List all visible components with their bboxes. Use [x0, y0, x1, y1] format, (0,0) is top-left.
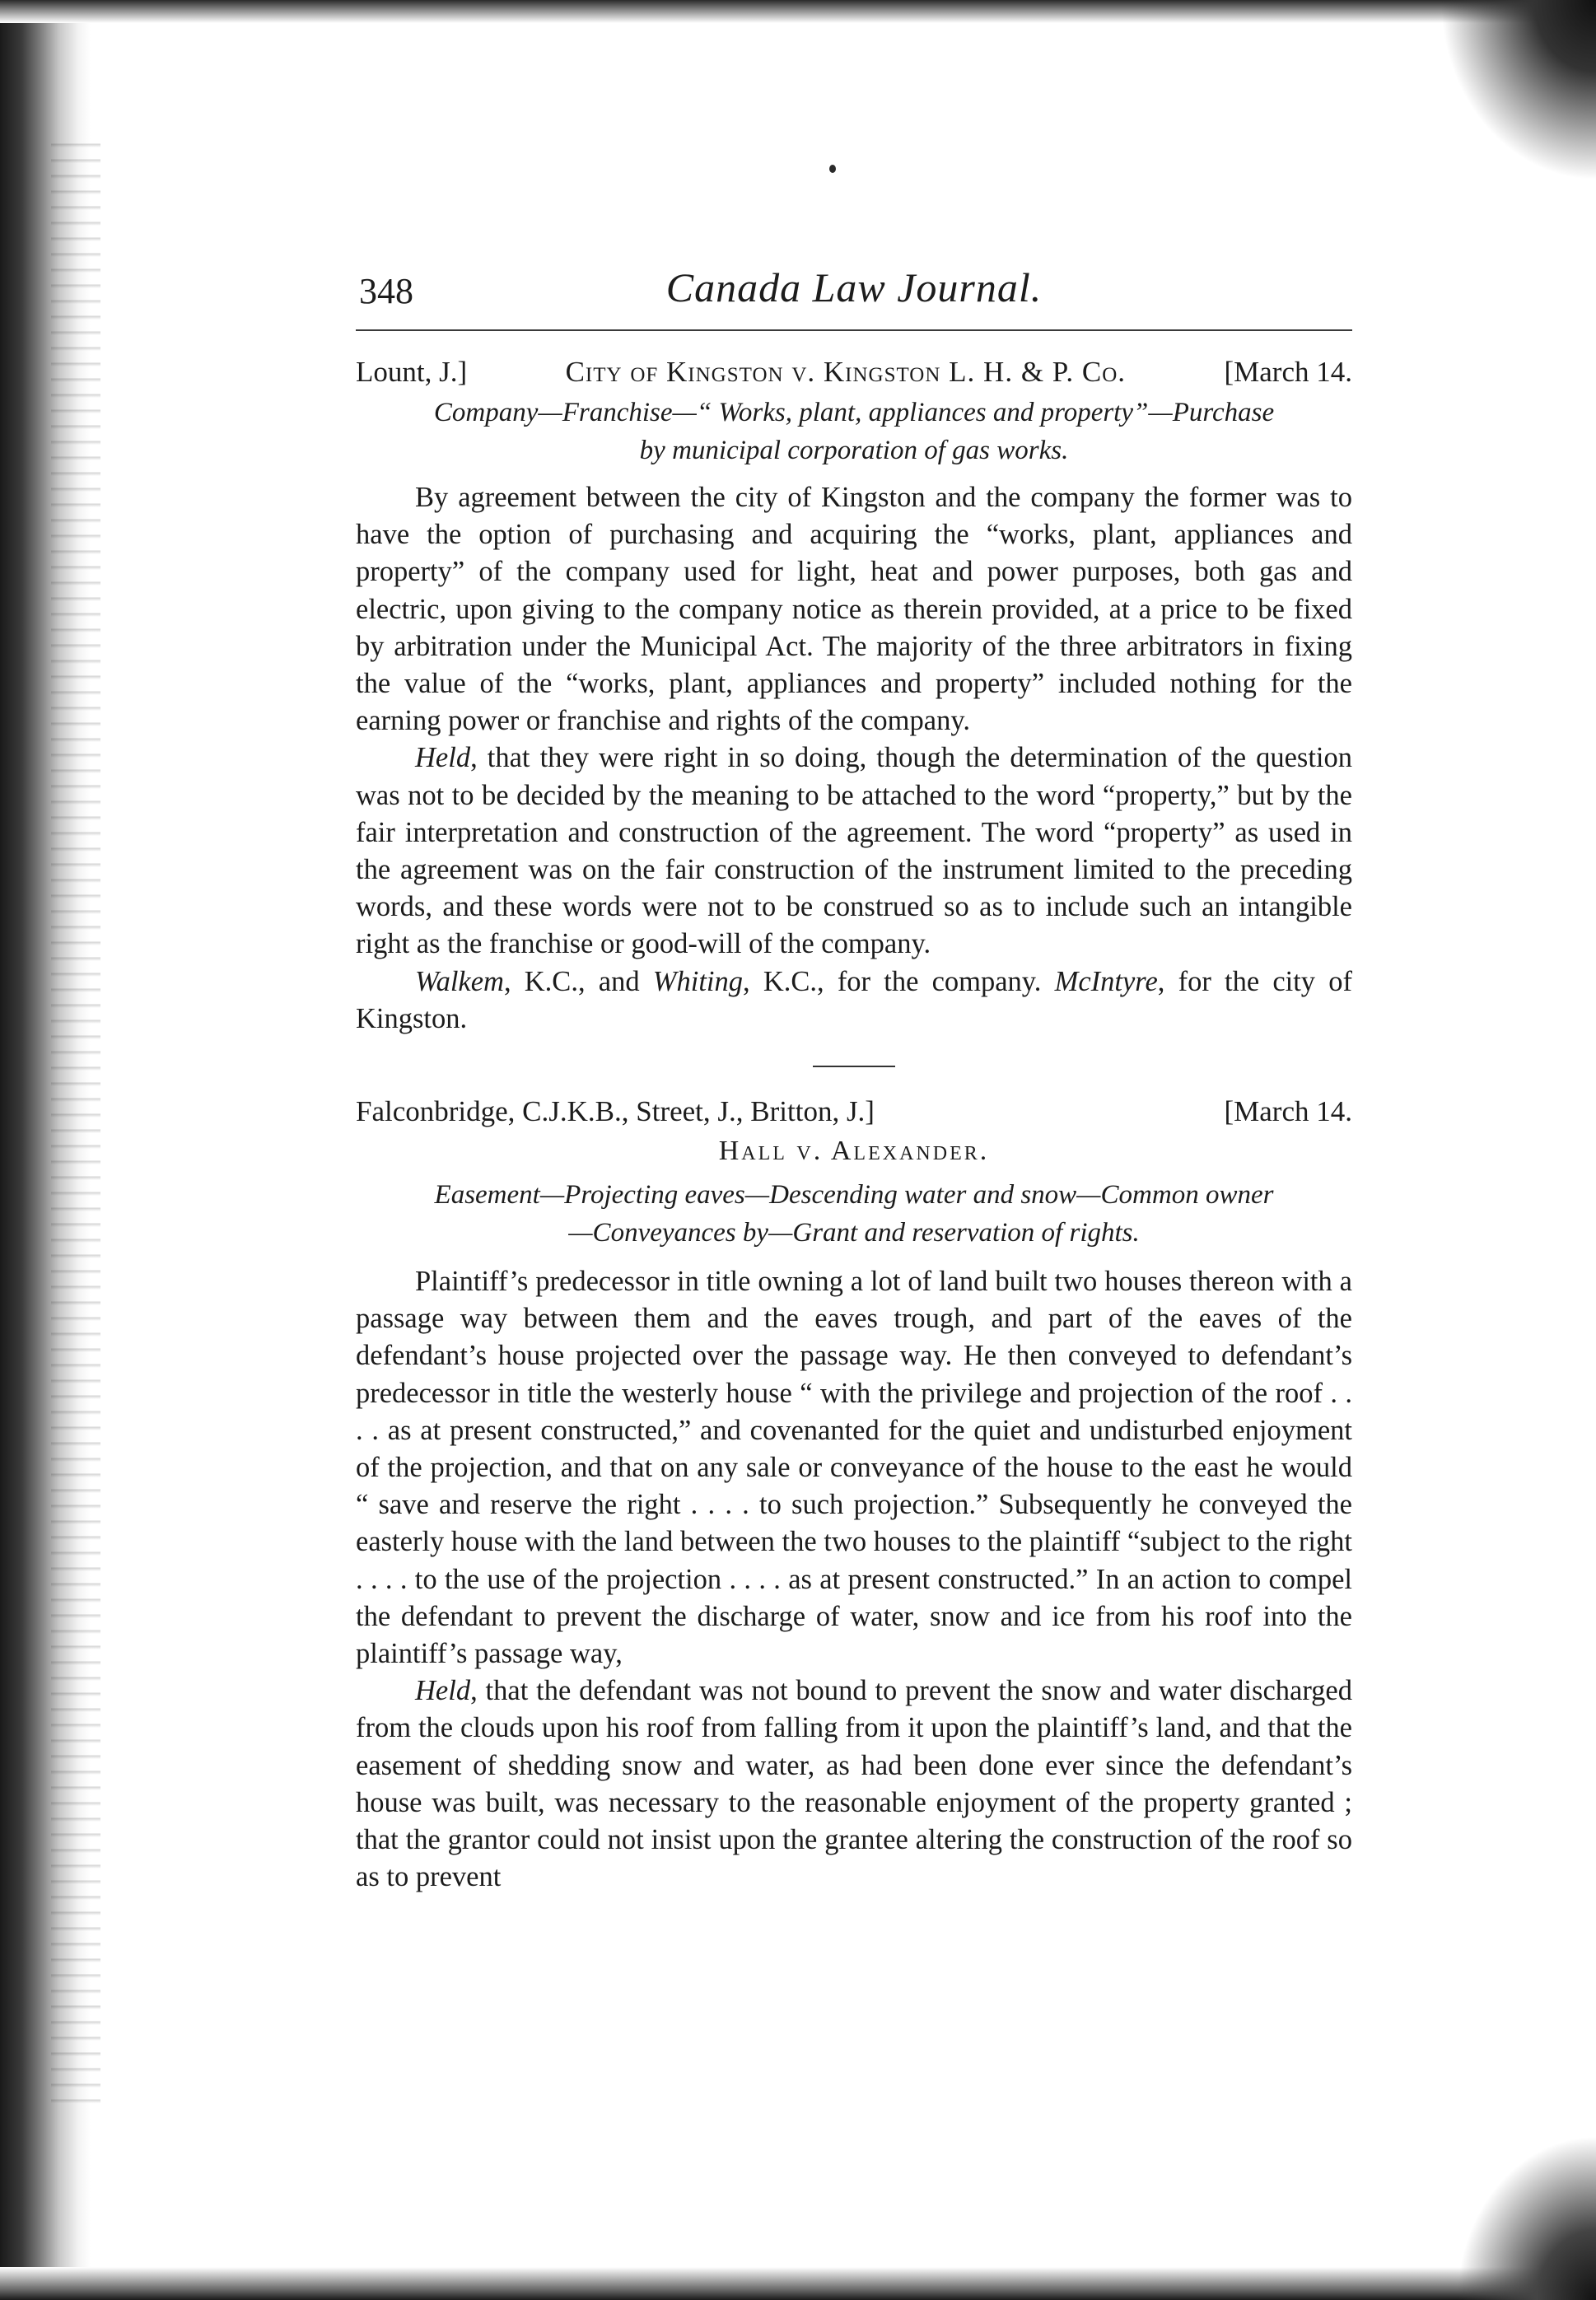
held-label: Held	[415, 742, 471, 774]
case-judge: Lount, J.]	[356, 356, 468, 388]
scan-edge-top	[0, 0, 1596, 23]
held-text: , that they were right in so doing, though the determination of the question was not to be decided by the meaning to be attached to the word “property,” but by the fair interpretation and construction of the agreement. The word “property” as used in the agreement was on the fair construction of the instrument limited to the preceding words, and these words were not to be construed so as to include such an intangible right as the franchise or good-will of the company.	[356, 742, 1352, 960]
held-text: , that the defendant was not bound to prevent the snow and water discharged from the clouds upon his roof from falling from it upon the plaintiff’s land, and that the easement of shedding snow and water, as had been done ever since the defendant’s house was built, was necessary to the reasonable enjoyment of the property granted ; that the grantor could not insist upon the grantee altering the construction of the roof so as to prevent	[356, 1675, 1352, 1893]
scan-edge-bottom	[0, 2267, 1596, 2300]
case-judges: Falconbridge, C.J.K.B., Street, J., Britton, J.]	[356, 1095, 875, 1128]
counsel-name: Walkem	[415, 965, 504, 997]
case-kingston	[356, 352, 1352, 1038]
counsel-text: , K.C., and	[503, 965, 653, 997]
held-paragraph	[356, 1673, 1352, 1896]
page-header	[356, 264, 1352, 331]
journal-page	[356, 264, 1352, 1896]
headnote-line: by municipal corporation of gas works.	[639, 436, 1069, 465]
scan-binding-specks	[51, 132, 100, 2108]
headnote-line: Company—Franchise—“ Works, plant, appliances and property”—Purchase	[433, 398, 1275, 427]
case-date: [March 14.	[1224, 356, 1352, 388]
case-heading	[356, 352, 1352, 392]
counsel-paragraph	[356, 963, 1352, 1038]
facts-paragraph: By agreement between the city of Kingston and the company the former was to have the option of purchasing and acquiring the “works, plant, appliances and property” of the company used for light, heat and power purposes, both gas and electric, upon giving to the company notice as therein provided, at a price to be fixed by arbitration under the Municipal Act. The majority of the three arbitrators in fixing the value of the “works, plant, appliances and property” included nothing for the earning power or franchise and rights of the company.	[356, 482, 1352, 737]
case-parties: City of Kingston v. Kingston L. H. & P. Co.	[565, 356, 1127, 388]
case-headnote	[356, 1176, 1352, 1252]
counsel-text: , K.C., for the company.	[743, 965, 1055, 997]
facts-paragraph: Plaintiff’s predecessor in title owning a lot of land built two houses thereon with a passage way between them and the eaves trough, and part of the eaves of the defendant’s house projected over the passage way. He then conveyed to defendant’s predecessor in title the westerly house “ with the privilege and projection of the roof . . . . as at present constructed,” and covenanted for the quiet and undisturbed enjoyment of the projection, and that on any sale or conveyance of the house to the east he would “ save and reserve the right . . . . to such projection.” Subsequently he conveyed the easterly house with the land between the two houses to the plaintiff “subject to the right . . . . to the use of the projection . . . . as at present constructed.” In an action to compel the defendant to prevent the discharge of water, snow and ice from his roof into the plaintiff’s passage way,	[356, 1266, 1352, 1670]
scan-speck	[829, 165, 836, 173]
case-heading	[356, 1092, 1352, 1131]
case-separator	[813, 1066, 895, 1067]
counsel-text: , for the city of Kingston.	[356, 965, 1352, 1034]
headnote-line: Easement—Projecting eaves—Descending water and snow—Common owner	[434, 1180, 1274, 1211]
case-hall-v-alexander	[356, 1092, 1352, 1896]
counsel-name: McIntyre	[1054, 965, 1158, 997]
case-headnote	[356, 394, 1352, 469]
page-number: 348	[359, 271, 413, 311]
scan-corner-top-right	[1440, 0, 1596, 181]
held-label: Held	[415, 1675, 471, 1707]
running-title: Canada Law Journal.	[665, 264, 1043, 310]
case-date: [March 14.	[1224, 1095, 1352, 1128]
case-title: Hall v. Alexander.	[718, 1136, 990, 1167]
counsel-name: Whiting	[652, 965, 744, 997]
headnote-line: —Conveyances by—Grant and reservation of rights.	[568, 1218, 1140, 1248]
scan-corner-bottom-right	[1456, 2135, 1596, 2300]
held-paragraph	[356, 739, 1352, 963]
